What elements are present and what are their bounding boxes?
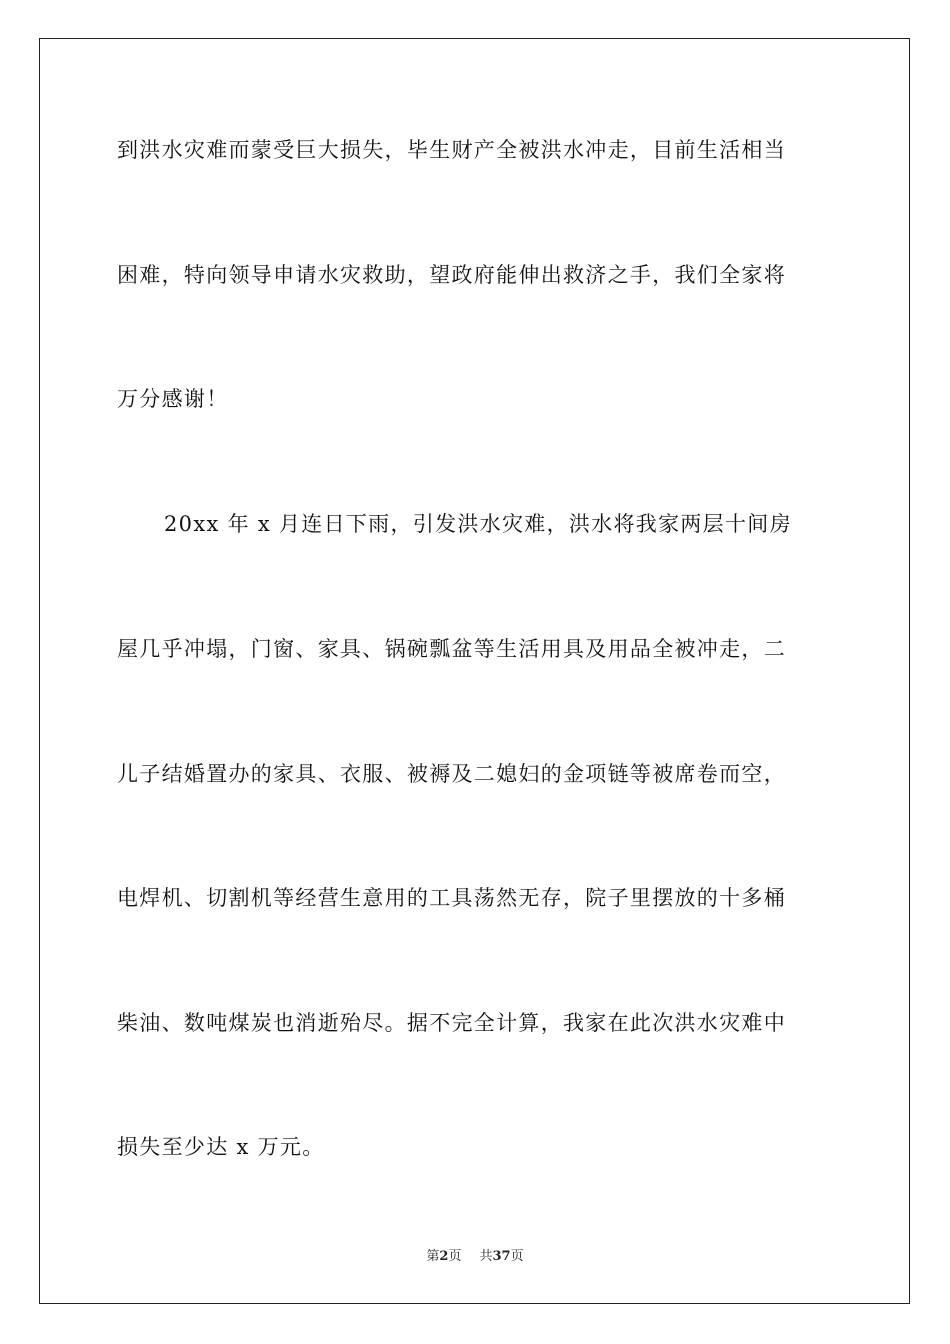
footer-page-number: 2 bbox=[439, 1249, 449, 1264]
footer-total-pages: 37 bbox=[492, 1249, 511, 1264]
body-text-line-7: 电焊机、切割机等经营生意用的工具荡然无存，院子里摆放的十多桶 bbox=[117, 886, 786, 910]
footer-total-suffix: 页 bbox=[510, 1249, 524, 1264]
body-text-line-3: 万分感谢！ bbox=[117, 387, 229, 411]
page-footer bbox=[0, 1248, 950, 1266]
body-text-line-5: 屋几乎冲塌，门窗、家具、锅碗瓢盆等生活用具及用品全被冲走，二 bbox=[117, 637, 786, 661]
page-border bbox=[39, 38, 910, 1304]
body-text-line-6: 儿子结婚置办的家具、衣服、被褥及二媳妇的金项链等被席卷而空， bbox=[117, 762, 786, 786]
body-text-line-8: 柴油、数吨煤炭也消逝殆尽。据不完全计算，我家在此次洪水灾难中 bbox=[117, 1011, 786, 1035]
body-text-line-9: 损失至少达 x 万元。 bbox=[117, 1135, 325, 1159]
footer-total-prefix: 共 bbox=[479, 1249, 493, 1264]
footer-page-prefix: 第 bbox=[426, 1249, 440, 1264]
body-text-line-1: 到洪水灾难而蒙受巨大损失，毕生财产全被洪水冲走，目前生活相当 bbox=[117, 138, 786, 162]
footer-page-suffix: 页 bbox=[448, 1249, 462, 1264]
body-text-line-2: 困难，特向领导申请水灾救助，望政府能伸出救济之手，我们全家将 bbox=[117, 263, 786, 287]
body-text-line-4: 20xx 年 x 月连日下雨，引发洪水灾难，洪水将我家两层十间房 bbox=[164, 512, 792, 536]
